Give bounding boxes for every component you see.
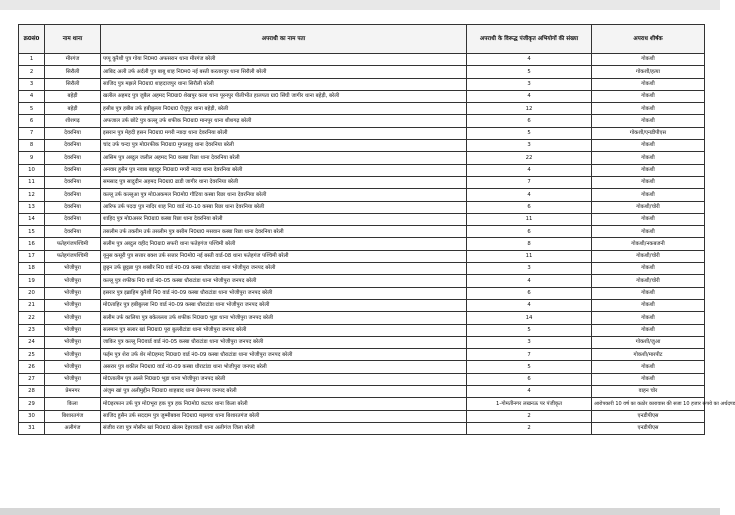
cell-crime-head: गोकशी [592, 140, 705, 152]
cell-criminal-name-address: इसरान पुत्र मेहदी हसन नि0ग्रा0 मगरी न्यादा थाना देवरनिया बरेली [101, 127, 467, 139]
cell-case-count: 12 [467, 103, 592, 115]
cell-case-count: 3 [467, 336, 592, 348]
table-row [19, 336, 705, 348]
cell-crime-head: गोकशी [592, 373, 705, 385]
cell-case-count: 4 [467, 54, 592, 66]
table-row [19, 66, 705, 78]
cell-case-count: 6 [467, 287, 592, 299]
cell-case-count: 3 [467, 263, 592, 275]
cell-criminal-name-address: आबिद अली उर्फ अर्दली पुत्र बाबू शाह नि0म0 नई बस्ती करतारपुर थाना सिरौली बरेली [101, 66, 467, 78]
cell-crime-head: गोकशी [592, 164, 705, 176]
table-row [19, 90, 705, 102]
cell-serial: 5 [19, 103, 45, 115]
cell-criminal-name-address: सलमान पुत्र सलार खां नि0ग्रा0 पूरा बुल्लीटांडा थाना भोजीपुरा जनपद बरेली [101, 324, 467, 336]
cell-serial: 4 [19, 90, 45, 102]
cell-criminal-name-address: अंजुम खां पुत्र अलीमुद्दीन नि0ग्रा0 शाहबाद थाना प्रेमनगर जनपद बरेली [101, 386, 467, 398]
table-row [19, 226, 705, 238]
cell-case-count: 6 [467, 115, 592, 127]
cell-crime-head: गोकशी [592, 90, 705, 102]
cell-serial: 16 [19, 238, 45, 250]
cell-crime-head: गोकशी/चोरी [592, 275, 705, 287]
cell-case-count: 14 [467, 312, 592, 324]
cell-criminal-name-address: समसाद पुत्र सादुदीन अहमद नि0ग्रा0 ढाडी जागीर थाना देवरनिया बरेली [101, 176, 467, 188]
cell-crime-head: वाहन चोर [592, 386, 705, 398]
cell-criminal-name-address: कल्लू उर्फ कल्लुआ पुत्र मो0अकमल नि0मो0 गौटिया कस्बा रिछा थाना देवरनिया बरेली [101, 189, 467, 201]
cell-police-station: देवरनिया [45, 226, 101, 238]
cell-police-station: देवरनिया [45, 127, 101, 139]
cell-case-count: 11 [467, 250, 592, 262]
cell-police-station: देवरनिया [45, 152, 101, 164]
cell-crime-head: गोकशी/चोरी [592, 201, 705, 213]
cell-police-station: भोजीपुरा [45, 275, 101, 287]
cell-case-count: 4 [467, 90, 592, 102]
header-criminal-name-address: अपराधी का नाम पता [101, 25, 467, 54]
cell-serial: 7 [19, 127, 45, 139]
cell-case-count: 6 [467, 373, 592, 385]
cell-police-station: देवरनिया [45, 201, 101, 213]
cell-case-count: 4 [467, 275, 592, 287]
table-row [19, 103, 705, 115]
cell-case-count: 4 [467, 386, 592, 398]
cell-police-station: भोजीपुरा [45, 336, 101, 348]
cell-case-count: 2 [467, 422, 592, 434]
cell-case-count: 8 [467, 238, 592, 250]
cell-police-station: देवरनिया [45, 189, 101, 201]
cell-police-station: बहेड़ी [45, 90, 101, 102]
table-row [19, 361, 705, 373]
cell-crime-head: गोकशी [592, 226, 705, 238]
cell-case-count: 7 [467, 349, 592, 361]
cell-police-station: फतेहगंजपश्चिमी [45, 250, 101, 262]
cell-serial: 19 [19, 275, 45, 287]
bottom-shadow [0, 508, 720, 515]
cell-criminal-name-address: असरार पुत्र शकील नि0ग्रा0 वार्ड नं0-09 कस्बा धौराटांडा थाना भोजीपुरा जनपद बरेली [101, 361, 467, 373]
cell-crime-head: गोकशी [592, 312, 705, 324]
table-row [19, 398, 705, 410]
cell-case-count: 6 [467, 201, 592, 213]
cell-crime-head: आरोपकारी 10 वर्ष का कठोर कारावास की सजा 10 हजार रूपये का अर्थदण्ड [592, 398, 705, 410]
table-row [19, 54, 705, 66]
table-row [19, 324, 705, 336]
cell-case-count: 4 [467, 164, 592, 176]
cell-serial: 8 [19, 140, 45, 152]
cell-case-count: 5 [467, 361, 592, 373]
cell-police-station: बहेड़ी [45, 103, 101, 115]
cell-crime-head: गोकशी/हत्या [592, 66, 705, 78]
cell-crime-head: गोकशी [592, 189, 705, 201]
cell-serial: 10 [19, 164, 45, 176]
cell-crime-head: गोकशी/जुआ [592, 336, 705, 348]
table-row [19, 176, 705, 188]
cell-crime-head: गोकशी [592, 361, 705, 373]
cell-criminal-name-address: तसलीम उर्फ तकरीम उर्फ तसलीम पुत्र बसीम नि0ग्रा0 मसवान कस्बा रिछा थाना देवरनिया बरेली [101, 226, 467, 238]
cell-serial: 20 [19, 287, 45, 299]
cell-case-count: 3 [467, 78, 592, 90]
cell-criminal-name-address: शाहिद पुत्र मो0असर नि0ग्रा0 कस्बा रिछा थाना देवरनिया बरेली [101, 213, 467, 225]
table-header-row [19, 25, 705, 54]
cell-police-station: भोजीपुरा [45, 324, 101, 336]
cell-criminal-name-address: खलील अहमद पुत्र जुबैल अहमद नि0ग्रा0 शेखपुर कला थाना पूरनपुर पीलीभीत हालपता ग्रा0 सिंघी जागीर थाना बहेड़ी, बरेली [101, 90, 467, 102]
cell-police-station: भोजीपुरा [45, 299, 101, 311]
cell-serial: 25 [19, 349, 45, 361]
cell-crime-head: गोकशी/एनडीपीएस [592, 127, 705, 139]
cell-case-count: 4 [467, 299, 592, 311]
table-row [19, 312, 705, 324]
cell-case-count: 2 [467, 410, 592, 422]
cell-criminal-name-address: साजिद हुसैन उर्फ सददाम पुत्र जुम्मीबक्श नि0ग्रा0 मझगवा थाना बिशारतगंज बरेली [101, 410, 467, 422]
table-row [19, 164, 705, 176]
cell-serial: 15 [19, 226, 45, 238]
cell-crime-head: एनडीपीएस [592, 422, 705, 434]
cell-case-count: 1-गोमतीनगर लखनऊ पर पंजीकृत [467, 398, 592, 410]
cell-serial: 14 [19, 213, 45, 225]
cell-case-count: 5 [467, 127, 592, 139]
header-serial: क्र0सं0 [19, 25, 45, 54]
cell-serial: 17 [19, 250, 45, 262]
cell-crime-head: गोकशी/नकबजनी [592, 238, 705, 250]
cell-criminal-name-address: आरिफ उर्फ पददा पुत्र नादिर शाह नि0 वार्ड नं0-10 कस्बा रिछा थाना देवरनिया बरेली [101, 201, 467, 213]
table-row [19, 422, 705, 434]
cell-serial: 31 [19, 422, 45, 434]
cell-crime-head: गोकशी [592, 103, 705, 115]
criminals-table [18, 24, 735, 435]
cell-serial: 3 [19, 78, 45, 90]
cell-criminal-name-address: इसरार पुत्र इब्राहिम कुरैशी नि0 वार्ड नं0-09 कस्बा धौराटांडा थाना भोजीपुरा जनपद बरेली [101, 287, 467, 299]
cell-police-station: भोजीपुरा [45, 263, 101, 275]
cell-serial: 6 [19, 115, 45, 127]
cell-police-station: देवरनिया [45, 140, 101, 152]
cell-police-station: प्रेमनगर [45, 386, 101, 398]
cell-serial: 2 [19, 66, 45, 78]
cell-serial: 23 [19, 324, 45, 336]
cell-serial: 26 [19, 361, 45, 373]
cell-criminal-name-address: पप्पू कुरैशी पुत्र गोया नि0म0 अफसरान थाना मीरगंज बरेली [101, 54, 467, 66]
cell-criminal-name-address: मो0इरफान उर्फ पुत्र मो0भूरा हक पुत्र हक नि0मो0 कटघर थाना किला बरेली [101, 398, 467, 410]
cell-serial: 12 [19, 189, 45, 201]
cell-police-station: देवरनिया [45, 213, 101, 225]
cell-crime-head: एनडीपीएस [592, 410, 705, 422]
cell-criminal-name-address: अफजाल उर्फ छोटे पुत्र कल्लू उर्फ शफीक नि0ग्रा0 मानपुर थाना शीशगढ़ बरेली [101, 115, 467, 127]
cell-police-station: भोजीपुरा [45, 361, 101, 373]
table-row [19, 410, 705, 422]
cell-serial: 1 [19, 54, 45, 66]
cell-crime-head: गोकशी [592, 54, 705, 66]
cell-police-station: सिरौली [45, 66, 101, 78]
table-row [19, 127, 705, 139]
cell-criminal-name-address: सलीम उर्फ कालिया पुत्र बकेलल्ला उर्फ शफीक नि0ग्रा0 भूड़ा थाना भोजीपुरा जनपद बरेली [101, 312, 467, 324]
cell-police-station: भोजीपुरा [45, 312, 101, 324]
table-row [19, 373, 705, 385]
header-crime-head: अपराध शीर्षक [592, 25, 705, 54]
cell-case-count: 11 [467, 213, 592, 225]
table-row [19, 238, 705, 250]
table-row [19, 78, 705, 90]
cell-case-count: 7 [467, 176, 592, 188]
cell-criminal-name-address: जाकिर पुत्र कल्लू नि0वार्ड वार्ड नं0-05 कस्बा धौराटांडा थाना भोजीपुरा जनपद बरेली [101, 336, 467, 348]
cell-serial: 29 [19, 398, 45, 410]
cell-serial: 30 [19, 410, 45, 422]
table-row [19, 213, 705, 225]
cell-criminal-name-address: कल्लू पुत्र शफीक नि0 वार्ड नं0-05 कस्बा धौराटांडा थाना भोजीपुरा जनपद बरेली [101, 275, 467, 287]
cell-criminal-name-address: अनवार हुसैन पुत्र नवाब बहादुर नि0ग्रा0 मगरी न्यादा थाना देवरनिया बरेली [101, 164, 467, 176]
cell-serial: 11 [19, 176, 45, 188]
cell-crime-head: गोकशी [592, 115, 705, 127]
cell-police-station: भोजीपुरा [45, 349, 101, 361]
cell-serial: 18 [19, 263, 45, 275]
cell-police-station: बिशारतगंज [45, 410, 101, 422]
cell-criminal-name-address: मो0ताहिर पुत्र हबीबुल्ला नि0 वार्ड नं0-09 कस्बा धौराटांडा थाना भोजीपुरा जनपद बरेली [101, 299, 467, 311]
cell-case-count: 5 [467, 324, 592, 336]
cell-serial: 22 [19, 312, 45, 324]
cell-case-count: 22 [467, 152, 592, 164]
cell-criminal-name-address: फईम पुत्र शेरा उर्फ शेर मो0हमद नि0ग्रा0 वार्ड नं0-09 कस्बा धौराटांडा थाना भोजीपुरा जनपद बरेली [101, 349, 467, 361]
header-case-count: अपराधी के विरूद्ध पंजीकृत अभियोगों की संख्या [467, 25, 592, 54]
cell-police-station: भोजीपुरा [45, 287, 101, 299]
table-row [19, 250, 705, 262]
cell-criminal-name-address: साजिद पुत्र मझले नि0ग्रा0 शाहदाजपुर थाना सिरौली बरेली [101, 78, 467, 90]
cell-crime-head: गोकशी [592, 299, 705, 311]
table-row [19, 386, 705, 398]
table-row [19, 263, 705, 275]
cell-crime-head: गोकशी [592, 152, 705, 164]
cell-case-count: 6 [467, 226, 592, 238]
cell-police-station: भोजीपुरा [45, 373, 101, 385]
cell-serial: 24 [19, 336, 45, 348]
cell-case-count: 3 [467, 140, 592, 152]
cell-crime-head: गोकशी [592, 324, 705, 336]
cell-serial: 13 [19, 201, 45, 213]
cell-crime-head: गोकशी [592, 176, 705, 188]
cell-police-station: मीरगंज [45, 54, 101, 66]
cell-crime-head: गोकशी [592, 78, 705, 90]
cell-criminal-name-address: आसिम पुत्र अब्दुल जलील अहमद नि0 कस्बा रिछा थाना देवरनिया बरेली [101, 152, 467, 164]
cell-police-station: देवरनिया [45, 164, 101, 176]
cell-crime-head: गोकशी/मारपीट [592, 349, 705, 361]
cell-criminal-name-address: संजीव रजा पुत्र मोसीन खां नि0ग्रा0 खेलम देहरावाती थाना अलीगंज जिला बरेली [101, 422, 467, 434]
table-row [19, 189, 705, 201]
cell-criminal-name-address: मो0तालीम पुत्र अल्ले नि0ग्रा0 भूड़ा थाना भोजीपुरा जनपद बरेली [101, 373, 467, 385]
cell-crime-head: गोकशी/चोरी [592, 250, 705, 262]
cell-serial: 9 [19, 152, 45, 164]
cell-police-station: देवरनिया [45, 176, 101, 188]
cell-police-station: अलीगंज [45, 422, 101, 434]
table-row [19, 275, 705, 287]
header-police-station: नाम थाना [45, 25, 101, 54]
cell-case-count: 4 [467, 189, 592, 201]
cell-criminal-name-address: हसीब पुत्र हबीब उर्फ हबीबुल्ला नि0ग्रा0 ऐंजुपुर थाना बहेड़ी, बरेली [101, 103, 467, 115]
cell-serial: 21 [19, 299, 45, 311]
table-row [19, 287, 705, 299]
table-row [19, 140, 705, 152]
cell-criminal-name-address: चांद उर्फ चन्दा पुत्र मो0रफीक नि0ग्रा0 मुगलहट्ट थाना देवरनिया बरेली [101, 140, 467, 152]
table-row [19, 201, 705, 213]
cell-criminal-name-address: छुट्टन उर्फ छुट्टन्ना पुत्र शब्बीर नि0 वार्ड नं0-09 कस्बा धौराटांडा थाना भोजीपुरा जनपद बरेली [101, 263, 467, 275]
cell-criminal-name-address: सलीम पुत्र अब्दुल वहीद नि0ग्रा0 सफरी थाना फतेहगंज पश्चिमी बरेली [101, 238, 467, 250]
cell-crime-head: गोकशी [592, 287, 705, 299]
table-row [19, 115, 705, 127]
top-shadow [0, 0, 720, 10]
cell-police-station: शीशगढ़ [45, 115, 101, 127]
cell-crime-head: गोकशी [592, 263, 705, 275]
cell-serial: 28 [19, 386, 45, 398]
cell-criminal-name-address: यूनुस कसूरी पुत्र सत्तार बक्श उर्फ सत्तार नि0मो0 नई बस्ती वार्ड-08 थाना फतेहगंज पश्चिमी बरेली [101, 250, 467, 262]
table-row [19, 299, 705, 311]
cell-serial: 27 [19, 373, 45, 385]
cell-case-count: 5 [467, 66, 592, 78]
cell-police-station: फतेहगंजपश्चिमी [45, 238, 101, 250]
cell-police-station: सिरौली [45, 78, 101, 90]
cell-crime-head: गोकशी [592, 213, 705, 225]
cell-police-station: किला [45, 398, 101, 410]
table-row [19, 152, 705, 164]
table-row [19, 349, 705, 361]
